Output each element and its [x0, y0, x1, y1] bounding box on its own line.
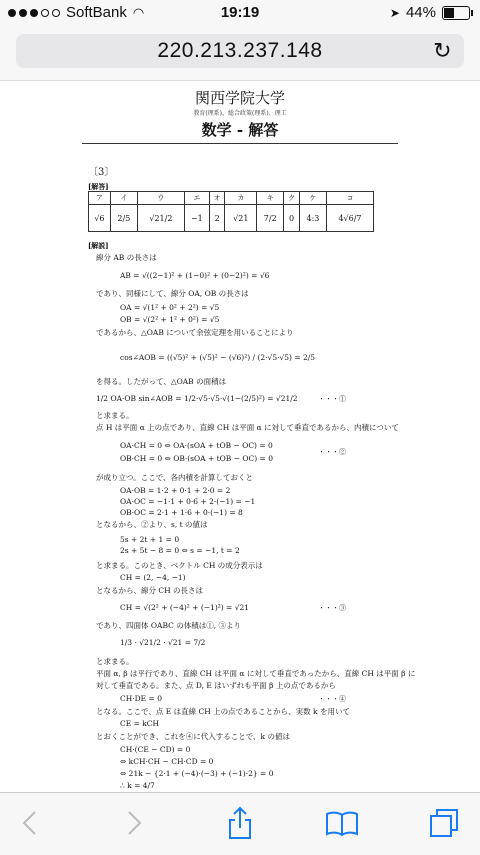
solution-line: CE = kCH: [120, 719, 160, 728]
solution-line: 平面 α, β は平行であり、直線 CH は平面 α に対して垂直であったから、直線 CH は平面 β に: [96, 669, 416, 678]
answer-value: √21/2: [137, 205, 184, 232]
tabs-button[interactable]: [422, 803, 466, 843]
answer-value: 4√6/7: [326, 205, 373, 232]
solution-line: OA·OB = 1·2 + 0·1 + 2·0 = 2: [120, 486, 231, 495]
location-icon: ➤: [389, 5, 400, 20]
back-button[interactable]: [8, 803, 52, 843]
solution-line: が成り立つ。ここで、各内積を計算しておくと: [96, 473, 254, 482]
equation-mark: ・・・④: [318, 695, 346, 703]
share-icon: [227, 806, 253, 840]
solution-line: cos∠AOB = ((√5)² + (√5)² − (√6)²) / (2·√5·√5) = 2/5: [120, 353, 316, 362]
solution-line: CH·DE = 0: [120, 694, 162, 703]
solution-line: OB·CH = 0 ⇔ OB·(sOA + tOB − OC) = 0: [120, 454, 273, 463]
solution-line: AB = √((2−1)² + (1−0)² + (0−2)²) = √6: [120, 271, 270, 280]
solution-line: CH = (2, −4, −1): [120, 573, 186, 582]
bookmarks-icon: [325, 809, 359, 837]
wifi-icon: ◠: [132, 4, 145, 20]
solution-line: OA·OC = −1·1 + 0·6 + 2·(−1) = −1: [120, 497, 256, 506]
answer-header: コ: [326, 192, 373, 205]
answer-header: ア: [89, 192, 111, 205]
solution-line: 1/2 OA·OB sin∠AOB = 1/2·√5·√5·√(1−(2/5)²) = √21/2: [96, 394, 298, 403]
answer-header: キ: [257, 192, 284, 205]
solution-line: であり、同様にして、線分 OA, OB の長さは: [96, 289, 249, 298]
battery-percent: 44%: [405, 4, 436, 21]
share-button[interactable]: [218, 803, 262, 843]
solution-line: であり、四面体 OABC の体積は①, ③より: [96, 621, 241, 630]
university-title: 関西学院大学: [194, 89, 285, 107]
solution-line: OA = √(1² + 0² + 2²) = √5: [120, 303, 220, 312]
answer-header: ケ: [299, 192, 326, 205]
page-content: [0, 81, 480, 792]
answer-value: 7/2: [257, 205, 284, 232]
clock: 19:19: [220, 4, 260, 21]
solution-line: と求まる。このとき、ベクトル CH の成分表示は: [96, 561, 263, 570]
solution-line: 点 H は平面 α 上の点であり、直線 CH は平面 α に対して垂直であるから、内積について: [96, 423, 399, 432]
solution-line: と求まる。: [96, 411, 134, 420]
answer-heading: 数学 - 解答: [201, 121, 279, 139]
answer-value: 2/5: [110, 205, 137, 232]
solution-line: 5s + 2t + 1 = 0: [120, 535, 180, 544]
answer-header: オ: [209, 192, 225, 205]
solution-line: 対して垂直である。また、点 D, E はいずれも平面 β 上の点であるから: [96, 681, 336, 690]
answer-value: √6: [89, 205, 111, 232]
solution-line: であるから、△OAB について余弦定理を用いることにより: [96, 328, 294, 337]
reload-icon[interactable]: ↻: [433, 38, 452, 63]
address-bar: [0, 26, 480, 81]
solution-line: OB·OC = 2·1 + 1·6 + 0·(−1) = 8: [120, 508, 243, 517]
solution-line: とおくことができ、これを④に代入することで、k の値は: [96, 732, 290, 741]
equation-mark: ・・・③: [318, 604, 346, 612]
answer-header: ク: [284, 192, 300, 205]
tabs-icon: [429, 808, 459, 838]
equation-mark: ・・・①: [318, 395, 346, 403]
solution-line: 2s + 5t − 8 = 0 ⇔ s = −1, t = 2: [120, 546, 240, 555]
solution-line: と求まる。: [96, 657, 134, 666]
answer-header: イ: [110, 192, 137, 205]
solution-line: ∴ k = 4/7: [120, 781, 155, 790]
answer-value: −1: [184, 205, 209, 232]
solution-line: を得る。したがって、△OAB の面積は: [96, 377, 227, 386]
solution-line: 線分 AB の長さは: [96, 253, 157, 262]
answer-header: エ: [184, 192, 209, 205]
answer-header: ウ: [137, 192, 184, 205]
solution-line: CH·(CE − CD) = 0: [120, 745, 191, 754]
answer-table: [88, 191, 374, 232]
url-text: 220.213.237.148: [157, 39, 323, 62]
solution-line: OB = √(2² + 1² + 0²) = √5: [120, 315, 220, 324]
url-field[interactable]: [16, 34, 464, 68]
answer-label: [解答]: [88, 182, 109, 191]
bookmarks-button[interactable]: [320, 803, 364, 843]
solution-line: OA·CH = 0 ⇔ OA·(sOA + tOB − OC) = 0: [120, 441, 273, 450]
battery-icon: [442, 6, 470, 20]
status-bar: [0, 0, 480, 26]
carrier-label: SoftBank: [66, 4, 127, 21]
answer-value: 4:3: [299, 205, 326, 232]
divider: [82, 143, 398, 144]
solution-line: 1/3 · √21/2 · √21 = 7/2: [120, 638, 206, 647]
forward-icon: [124, 809, 144, 837]
back-icon: [20, 809, 40, 837]
answer-value: √21: [225, 205, 257, 232]
solution-line: ⇔ 21k − {2·1 + (−4)·(−3) + (−1)·2} = 0: [120, 769, 274, 778]
solution-line: CH = √(2² + (−4)² + (−1)²) = √21: [120, 603, 250, 612]
solution-line: となるから、②より、s, t の値は: [96, 520, 208, 529]
explanation-label: [解説]: [88, 241, 109, 250]
answer-value: 2: [209, 205, 225, 232]
equation-mark: ・・・②: [318, 448, 346, 456]
section-number: 〔3〕: [88, 167, 115, 178]
browser-toolbar: [0, 792, 480, 855]
solution-line: ⇔ kCH·CH − CH·CD = 0: [120, 757, 214, 766]
faculty-subtitle: 教育(理系)、総合政策(理系)、理工: [193, 110, 287, 117]
answer-header: カ: [225, 192, 257, 205]
solution-line: となるから、線分 CH の長さは: [96, 586, 204, 595]
forward-button[interactable]: [112, 803, 156, 843]
solution-line: となる。ここで、点 E は直線 CH 上の点であることから、実数 k を用いて: [96, 707, 350, 716]
answer-value: 0: [284, 205, 300, 232]
